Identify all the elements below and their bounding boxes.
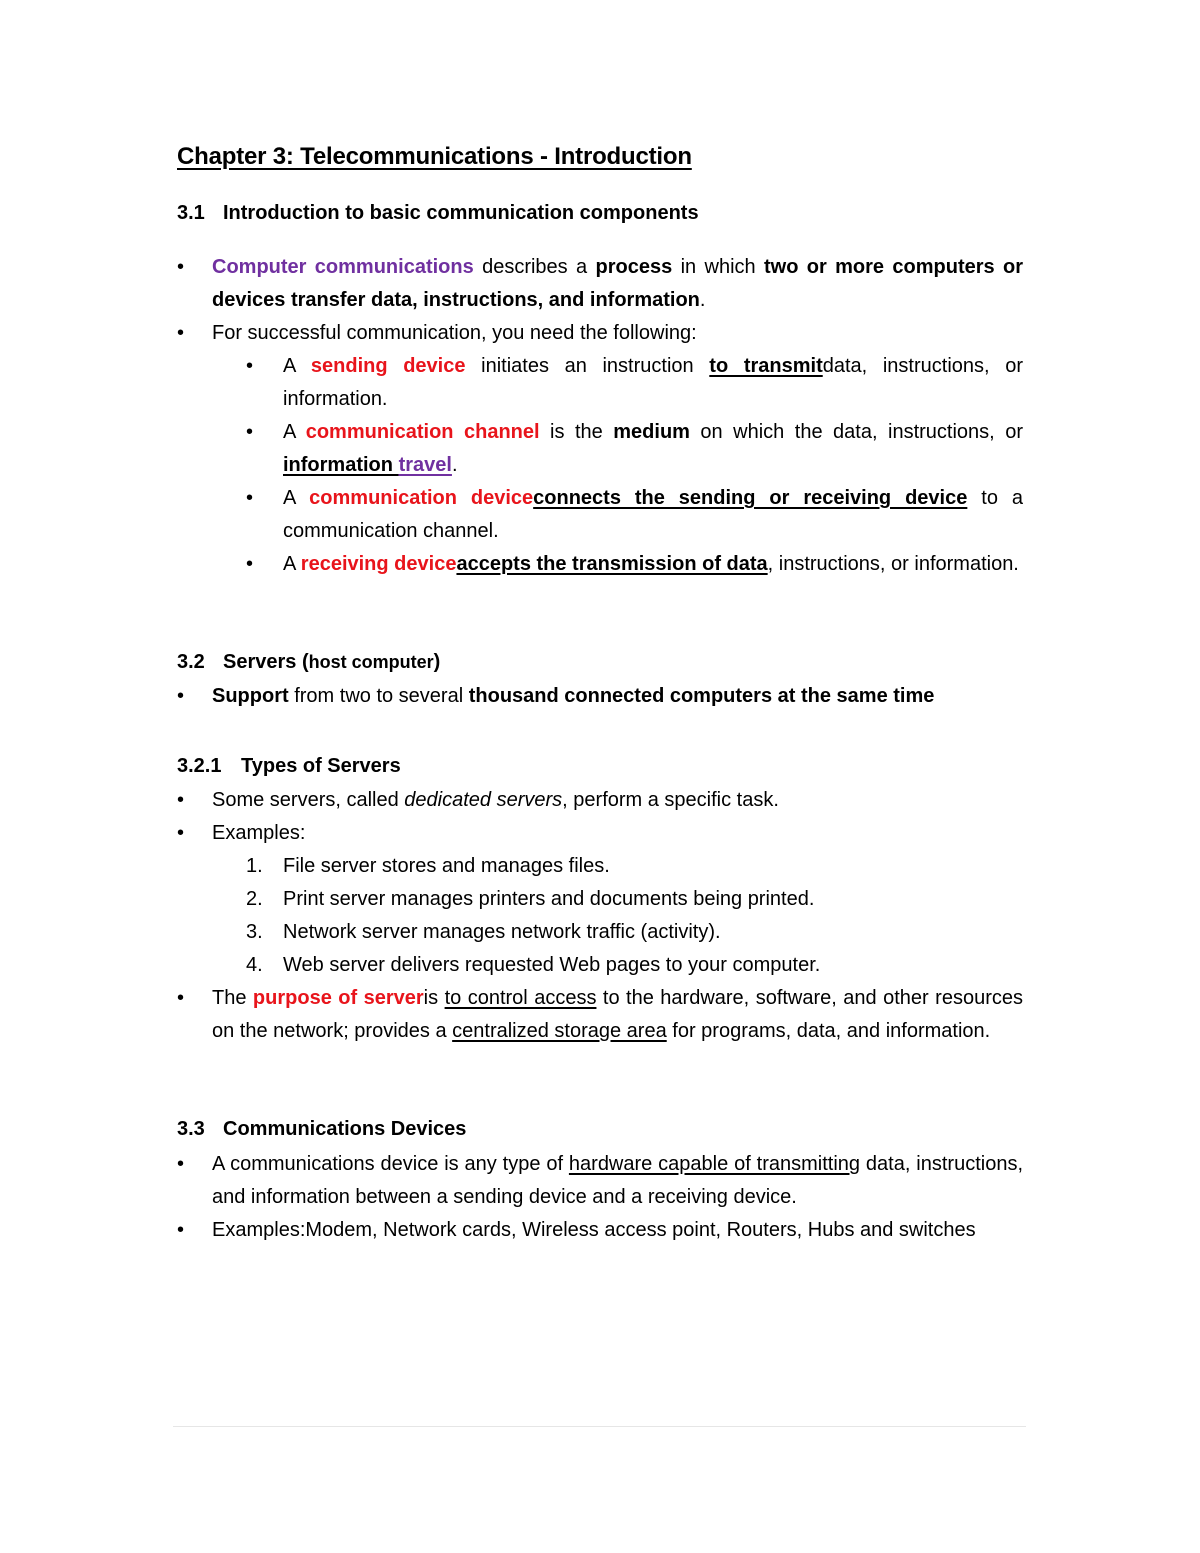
section-title: Types of Servers: [241, 755, 401, 777]
text: from two to several: [288, 685, 469, 707]
text-underline: hardware capable of transmitting: [568, 1153, 861, 1175]
text: File server stores and manages files.: [283, 855, 610, 877]
bullet-marker: •: [177, 256, 185, 278]
text: is: [423, 987, 445, 1009]
text-bold: two or more computers or devices transfer data, instructions, and information: [212, 256, 1024, 311]
text: in which: [672, 256, 764, 278]
bullet-computer-communications: [177, 251, 1024, 317]
text: A: [283, 355, 311, 377]
example-item: [246, 949, 1023, 982]
chapter-title: Chapter 3: Telecommunications - Introduction: [177, 143, 692, 170]
bullet-marker: •: [177, 987, 185, 1009]
section-title-end: ): [433, 651, 441, 673]
text: Network server manages network traffic (activity).: [283, 921, 721, 943]
text-underline: centralized storage area: [452, 1020, 667, 1042]
text-bold-underline: to transmit: [709, 355, 823, 377]
text-bold-underline: information: [283, 454, 393, 476]
bullet-successful-communication: [177, 317, 1023, 350]
text: to the hardware, software, and other resources on the network; provides a: [212, 987, 1023, 1042]
bullet-communications-device: [177, 1148, 1024, 1214]
term-receiving-device: receiving device: [300, 553, 457, 575]
bullet-marker: •: [177, 789, 185, 811]
text: Print server manages printers and documents being printed.: [283, 888, 815, 910]
text: Examples:: [212, 822, 306, 844]
text: data, instructions, or information.: [283, 355, 1024, 410]
text: data, instructions, and information between a sending device and a receiving device.: [212, 1153, 1024, 1208]
list-number: 2.: [246, 888, 263, 910]
text: A communications device is any type of: [212, 1153, 569, 1175]
sub-bullet-sending-device: [246, 350, 1024, 416]
term-purpose-of-server: purpose of server: [252, 987, 424, 1009]
example-item: [246, 916, 1023, 949]
list-number: 1.: [246, 855, 263, 877]
text-bold: process: [595, 256, 673, 278]
section-title: Communications Devices: [223, 1118, 467, 1140]
text: Examples:Modem, Network cards, Wireless access point, Routers, Hubs and switches: [212, 1219, 976, 1241]
term-communication-device: communication device: [309, 487, 534, 509]
section-title: Introduction to basic communication components: [223, 202, 699, 224]
term-travel: travel: [398, 454, 452, 476]
bullet-marker: •: [177, 822, 185, 844]
text: .: [451, 454, 458, 476]
text-italic: dedicated servers: [404, 789, 563, 811]
term-sending-device: sending device: [310, 355, 466, 377]
section-number: 3.2: [177, 651, 205, 673]
term-computer-communications: Computer communications: [212, 256, 474, 278]
text-bold: thousand connected computers at the same time: [468, 685, 935, 707]
footer-divider: [173, 1426, 1026, 1427]
text: A: [283, 553, 301, 575]
list-number: 4.: [246, 954, 263, 976]
section-heading-3-1: [177, 202, 699, 225]
example-item: [246, 850, 1023, 883]
text: The: [212, 987, 253, 1009]
text: describes a: [473, 256, 596, 278]
text: , perform a specific task.: [562, 789, 779, 811]
section-heading-3-2: [177, 651, 440, 674]
section-number: 3.2.1: [177, 755, 222, 777]
bullet-dedicated-servers: [177, 784, 1023, 817]
sub-bullet-receiving-device: [246, 548, 1023, 581]
bullet-marker: •: [246, 553, 254, 575]
text: A: [283, 487, 310, 509]
bullet-marker: •: [177, 1219, 185, 1241]
bullet-marker: •: [246, 487, 254, 509]
term-communication-channel: communication channel: [305, 421, 540, 443]
text: is the: [539, 421, 614, 443]
section-heading-3-2-1: [177, 755, 401, 778]
bullet-marker: •: [177, 1153, 185, 1175]
text: initiates an instruction: [465, 355, 710, 377]
text: For successful communication, you need the following:: [212, 322, 697, 344]
section-title: Servers (: [223, 651, 309, 673]
example-item: [246, 883, 1023, 916]
text: , instructions, or information.: [767, 553, 1019, 575]
sub-bullet-communication-channel: [246, 416, 1023, 482]
section-title-small: host computer: [308, 652, 434, 672]
text-bold-underline: accepts the transmission of data: [456, 553, 768, 575]
bullet-marker: •: [246, 421, 254, 443]
section-heading-3-3: [177, 1118, 466, 1141]
bullet-marker: •: [177, 322, 185, 344]
text: on which the data, instructions, or: [689, 421, 1023, 443]
bullet-examples: [177, 817, 1023, 850]
text: Some servers, called: [212, 789, 405, 811]
text-bold: medium: [613, 421, 690, 443]
text-bold-underline: connects the sending or receiving device: [533, 487, 968, 509]
text: .: [699, 289, 706, 311]
bullet-purpose-of-server: [177, 982, 1023, 1048]
text-bold: Support: [212, 685, 289, 707]
text: for programs, data, and information.: [666, 1020, 991, 1042]
bullet-support: [177, 680, 1023, 713]
text-underline: to control access: [444, 987, 597, 1009]
text: A: [283, 421, 306, 443]
bullet-device-examples: [177, 1214, 1023, 1247]
list-number: 3.: [246, 921, 263, 943]
bullet-marker: •: [246, 355, 254, 377]
text: to a communication channel.: [283, 487, 1023, 542]
section-number: 3.1: [177, 202, 205, 224]
sub-bullet-communication-device: [246, 482, 1023, 548]
bullet-marker: •: [177, 685, 185, 707]
section-number: 3.3: [177, 1118, 205, 1140]
text: Web server delivers requested Web pages to your computer.: [283, 954, 821, 976]
